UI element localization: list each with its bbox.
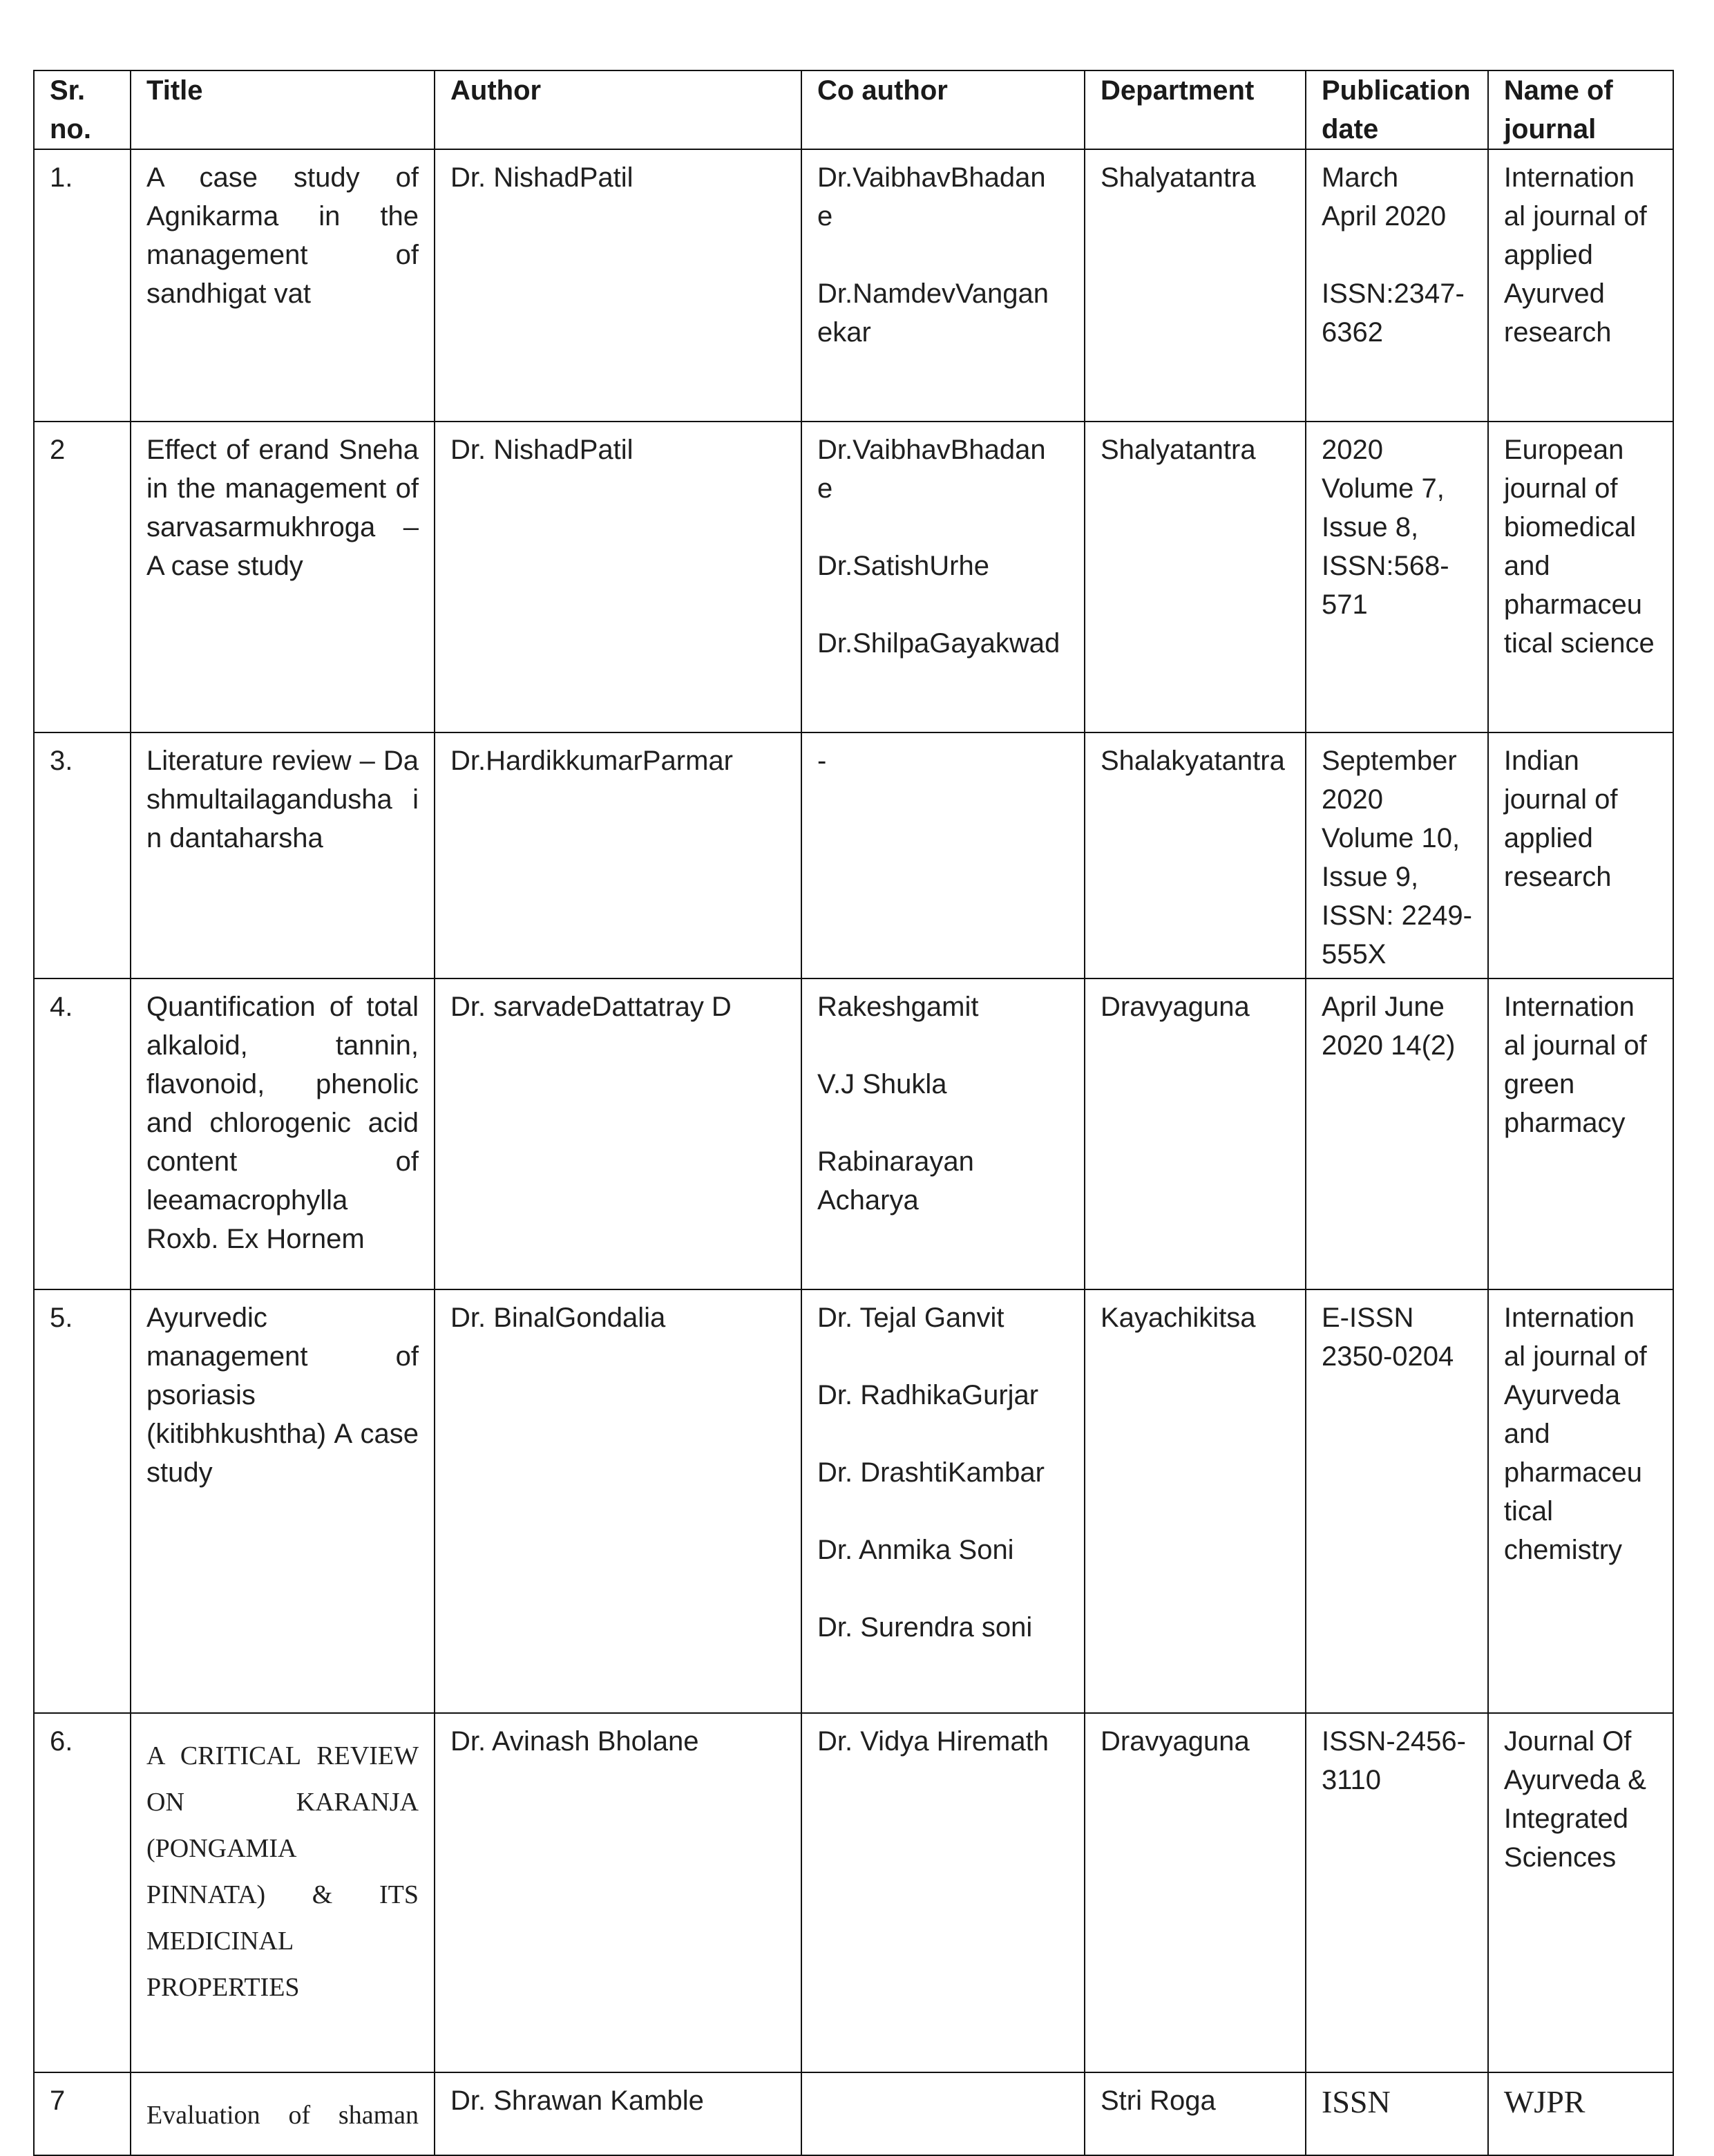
publication-date-cell: April June 2020 14(2): [1306, 978, 1488, 1289]
table-row: [34, 2072, 1673, 2155]
author-cell: Dr. sarvadeDattatray D: [435, 978, 801, 1289]
coauthor-cell: Dr.VaibhavBhadan e Dr.NamdevVangan ekar: [801, 149, 1085, 422]
title-cell: Evaluation of shaman: [131, 2072, 435, 2155]
publication-date-cell: September 2020 Volume 10, Issue 9, ISSN: 2249- 555X: [1306, 732, 1488, 978]
table-row: [34, 978, 1673, 1289]
header-row: [34, 70, 1673, 149]
coauthor-cell: [801, 2072, 1085, 2155]
table-row: [34, 149, 1673, 422]
publication-date-cell: 2020 Volume 7, Issue 8, ISSN:568- 571: [1306, 422, 1488, 732]
table-row: [34, 1289, 1673, 1713]
header-journal: Name of journal: [1488, 70, 1673, 149]
sr-no-cell: 4.: [34, 978, 131, 1289]
author-cell: Dr. Avinash Bholane: [435, 1713, 801, 2072]
coauthor-cell: Rakeshgamit V.J Shukla Rabinarayan Acharya: [801, 978, 1085, 1289]
title-cell: Effect of erand Sneha in the management of sarvasarmukhroga – A case study: [131, 422, 435, 732]
header-department: Department: [1085, 70, 1306, 149]
journal-cell: European journal of biomedical and pharmaceu tical science: [1488, 422, 1673, 732]
author-cell: Dr. Shrawan Kamble: [435, 2072, 801, 2155]
author-cell: Dr. NishadPatil: [435, 149, 801, 422]
coauthor-cell: Dr.VaibhavBhadan e Dr.SatishUrhe Dr.ShilpaGayakwad: [801, 422, 1085, 732]
sr-no-cell: 2: [34, 422, 131, 732]
title-cell: Ayurvedic management of psoriasis (kitibhkushtha) A case study: [131, 1289, 435, 1713]
coauthor-cell: -: [801, 732, 1085, 978]
publication-date-cell: ISSN: [1306, 2072, 1488, 2155]
title-cell: A case study of Agnikarma in the management of sandhigat vat: [131, 149, 435, 422]
journal-cell: Internation al journal of Ayurveda and pharmaceu tical chemistry: [1488, 1289, 1673, 1713]
journal-cell: Journal Of Ayurveda & Integrated Sciences: [1488, 1713, 1673, 2072]
publication-date-cell: ISSN-2456- 3110: [1306, 1713, 1488, 2072]
department-cell: Shalyatantra: [1085, 422, 1306, 732]
header-sr-no: Sr. no.: [34, 70, 131, 149]
sr-no-cell: 5.: [34, 1289, 131, 1713]
sr-no-cell: 6.: [34, 1713, 131, 2072]
publications-table: [33, 70, 1674, 2156]
department-cell: Stri Roga: [1085, 2072, 1306, 2155]
author-cell: Dr.HardikkumarParmar: [435, 732, 801, 978]
header-author: Author: [435, 70, 801, 149]
journal-cell: WJPR: [1488, 2072, 1673, 2155]
journal-cell: Internation al journal of applied Ayurved research: [1488, 149, 1673, 422]
title-cell: Literature review – Dashmultailagandusha in dantaharsha: [131, 732, 435, 978]
title-cell: Quantification of total alkaloid, tannin, flavonoid, phenolic and chlorogenic acid content of leeamacrophylla Roxb. Ex Hornem: [131, 978, 435, 1289]
table-row: [34, 422, 1673, 732]
coauthor-cell: Dr. Vidya Hiremath: [801, 1713, 1085, 2072]
sr-no-cell: 1.: [34, 149, 131, 422]
title-cell: A CRITICAL REVIEW ON KARANJA (PONGAMIA PINNATA) & ITS MEDICINAL PROPERTIES: [131, 1713, 435, 2072]
header-publication-date: Publication date: [1306, 70, 1488, 149]
sr-no-cell: 3.: [34, 732, 131, 978]
author-cell: Dr. NishadPatil: [435, 422, 801, 732]
coauthor-cell: Dr. Tejal Ganvit Dr. RadhikaGurjar Dr. DrashtiKambar Dr. Anmika Soni Dr. Surendra soni: [801, 1289, 1085, 1713]
journal-cell: Internation al journal of green pharmacy: [1488, 978, 1673, 1289]
publication-date-cell: March April 2020 ISSN:2347- 6362: [1306, 149, 1488, 422]
publication-date-cell: E-ISSN 2350-0204: [1306, 1289, 1488, 1713]
header-title: Title: [131, 70, 435, 149]
table-row: [34, 732, 1673, 978]
department-cell: Dravyaguna: [1085, 978, 1306, 1289]
author-cell: Dr. BinalGondalia: [435, 1289, 801, 1713]
sr-no-cell: 7: [34, 2072, 131, 2155]
department-cell: Shalyatantra: [1085, 149, 1306, 422]
table-row: [34, 1713, 1673, 2072]
department-cell: Kayachikitsa: [1085, 1289, 1306, 1713]
journal-cell: Indian journal of applied research: [1488, 732, 1673, 978]
department-cell: Dravyaguna: [1085, 1713, 1306, 2072]
header-coauthor: Co author: [801, 70, 1085, 149]
department-cell: Shalakyatantra: [1085, 732, 1306, 978]
